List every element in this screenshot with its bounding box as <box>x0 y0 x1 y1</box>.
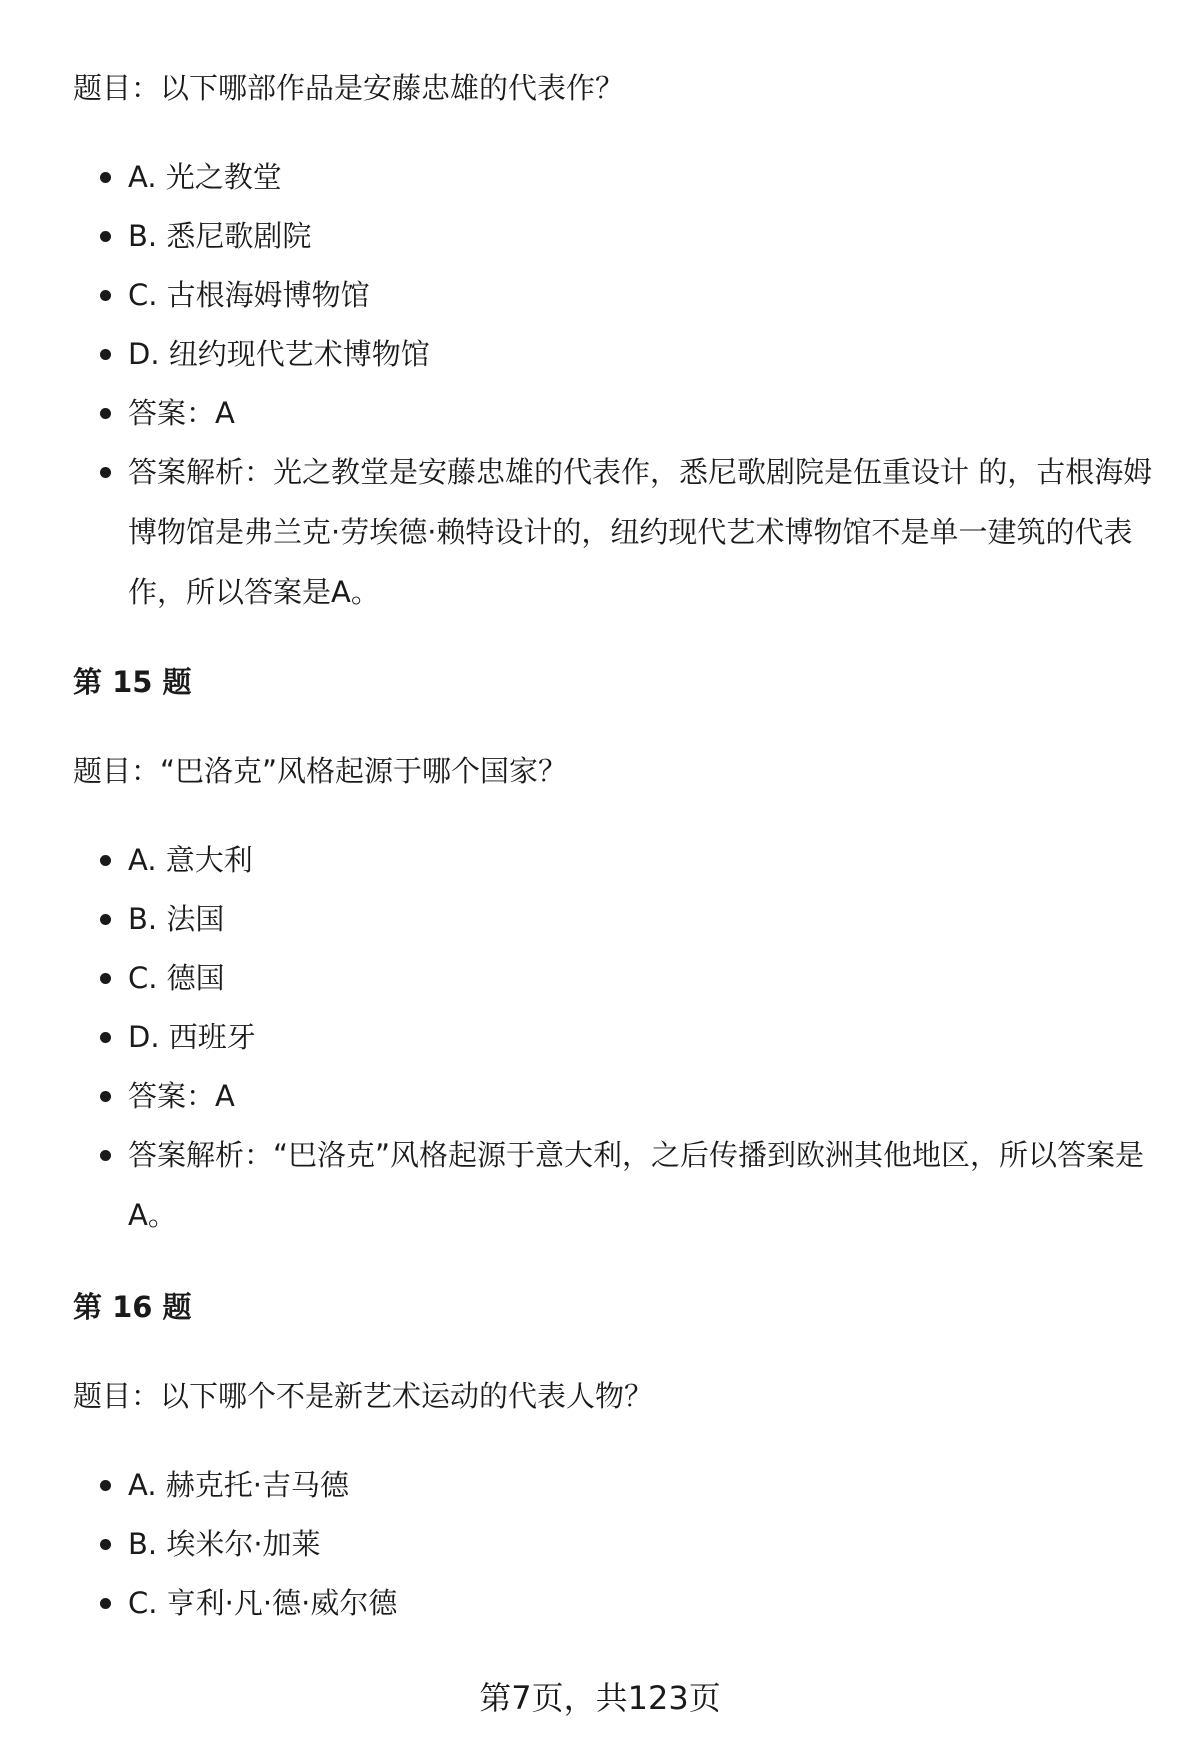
question-14-text: 题目：以下哪部作品是安藤忠雄的代表作？ <box>73 71 625 105</box>
question-15-option-b: B. 法国 <box>128 889 1158 949</box>
question-14-option-c: C. 古根海姆博物馆 <box>128 265 1158 325</box>
bullet-icon <box>100 973 111 984</box>
question-15-option-d: D. 西班牙 <box>128 1007 1158 1067</box>
question-14-option-a: A. 光之教堂 <box>128 147 1158 207</box>
page-number: 第7页，共123页 <box>479 1679 721 1717</box>
bullet-icon <box>100 1091 111 1102</box>
bullet-icon <box>100 1032 111 1043</box>
question-15-title: 第 15 题 <box>73 665 192 699</box>
question-16-option-c: C. 亨利·凡·德·威尔德 <box>128 1573 1158 1633</box>
question-15-text: 题目：“巴洛克”风格起源于哪个国家？ <box>73 754 568 788</box>
bullet-icon <box>100 408 111 419</box>
question-15-option-a: A. 意大利 <box>128 830 1158 890</box>
bullet-icon <box>100 914 111 925</box>
bullet-icon <box>100 1480 111 1491</box>
bullet-icon <box>100 1598 111 1609</box>
question-15-option-c: C. 德国 <box>128 948 1158 1008</box>
bullet-icon <box>100 349 111 360</box>
question-15-answer: 答案：A <box>128 1066 1158 1126</box>
bullet-icon <box>100 1539 111 1550</box>
question-14-option-b: B. 悉尼歌剧院 <box>128 206 1158 266</box>
question-16-title: 第 16 题 <box>73 1290 192 1324</box>
question-14-explanation: 答案解析：光之教堂是安藤忠雄的代表作，悉尼歌剧院是伍重设计 的，古根海姆博物馆是弗兰克·劳埃德·赖特设计的，纽约现代艺术博物馆不是单一建筑的代表作，所以答案是A。 <box>128 442 1158 622</box>
question-15-explanation: 答案解析：“巴洛克”风格起源于意大利，之后传播到欧洲其他地区，所以答案是A。 <box>128 1125 1158 1245</box>
question-16-text: 题目：以下哪个不是新艺术运动的代表人物？ <box>73 1379 654 1413</box>
question-14-option-d: D. 纽约现代艺术博物馆 <box>128 324 1158 384</box>
question-16-option-a: A. 赫克托·吉马德 <box>128 1455 1158 1515</box>
bullet-icon <box>100 172 111 183</box>
question-16-option-b: B. 埃米尔·加莱 <box>128 1514 1158 1574</box>
bullet-icon <box>100 231 111 242</box>
bullet-icon <box>100 855 111 866</box>
bullet-icon <box>100 467 111 478</box>
question-14-answer: 答案：A <box>128 383 1158 443</box>
bullet-icon <box>100 290 111 301</box>
bullet-icon <box>100 1150 111 1161</box>
